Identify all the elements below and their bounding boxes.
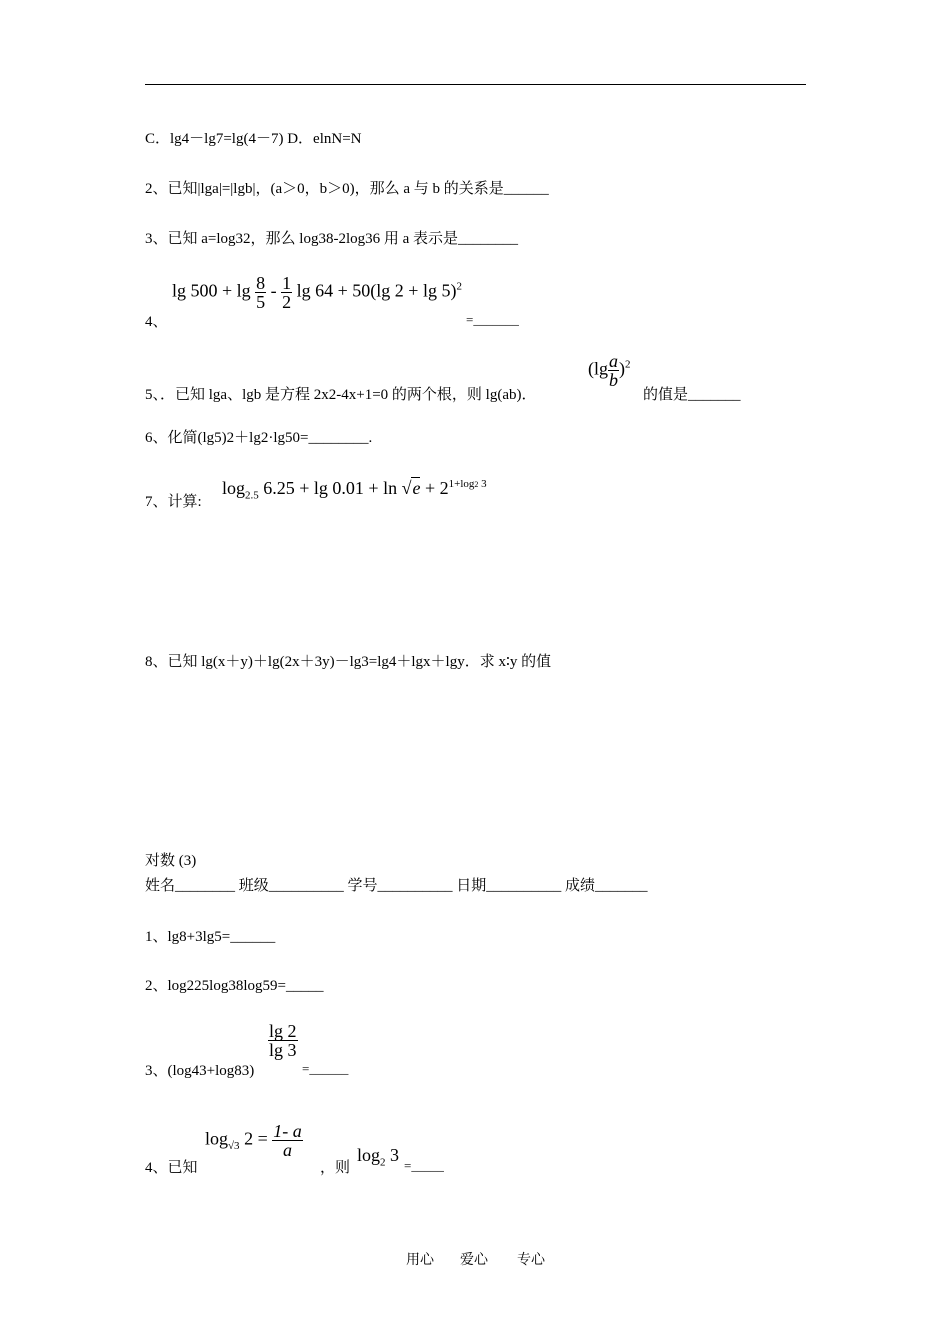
- student-info-row: 姓名________ 班级__________ 学号__________ 日期__________ 成绩_______: [145, 878, 648, 894]
- exercise-2: 2、log225log38log59=_____: [145, 978, 324, 994]
- exercise-3-answer-blank: =______: [302, 1061, 349, 1076]
- question-2: 2、已知|lga|=|lgb|，(a＞0，b＞0)，那么 a 与 b 的关系是______: [145, 181, 549, 197]
- fraction: [608, 352, 619, 389]
- question-4-formula: [172, 274, 462, 311]
- exercise-4-target: [357, 1145, 399, 1169]
- exercise-4-label: 4、已知: [145, 1160, 198, 1176]
- formula-text: log: [205, 1128, 229, 1149]
- fraction: [272, 1122, 303, 1159]
- exponent: [449, 478, 487, 490]
- exponent-arg: 3: [478, 478, 487, 490]
- denominator: lg 3: [269, 1040, 297, 1060]
- option-cd-line: C．lg4－lg7=lg(4－7) D．elnN=N: [145, 131, 362, 147]
- question-4-label: 4、: [145, 314, 168, 330]
- question-4-answer-blank: =_______: [466, 312, 519, 327]
- question-5: 5、．已知 lga、lgb 是方程 2x2-4x+1=0 的两个根，则 lg(ab)．: [145, 387, 537, 403]
- numerator: 8: [256, 273, 266, 293]
- exercise-1: 1、lg8+3lg5=______: [145, 929, 276, 945]
- exponent: 2: [625, 358, 631, 371]
- square-root: √e: [401, 478, 421, 498]
- footer-text-3: 专心: [517, 1252, 545, 1268]
- fraction: [255, 274, 266, 311]
- formula-text: 3: [385, 1145, 400, 1165]
- formula-text: ): [619, 358, 625, 379]
- question-5-formula: [588, 352, 631, 389]
- question-7-formula: [222, 478, 487, 502]
- question-6: 6、化简(lg5)2＋lg2·lg50=________.: [145, 430, 373, 446]
- question-3: 3、已知 a=log32，那么 log38-2log36 用 a 表示是________: [145, 231, 519, 247]
- question-7-label: 7、计算:: [145, 494, 202, 510]
- formula-text: lg 500 + lg: [172, 280, 251, 301]
- numerator: 1- a: [273, 1121, 302, 1141]
- denominator: 2: [282, 292, 292, 312]
- exponent-log-base: 2: [474, 480, 479, 489]
- question-8: 8、已知 lg(x＋y)＋lg(2x＋3y)－lg3=lg4＋lgx＋lgy．求 x∶y 的值: [145, 654, 552, 670]
- formula-text: log: [357, 1145, 381, 1165]
- fraction: [281, 274, 292, 311]
- exercise-3-label: 3、(log43+log83): [145, 1063, 255, 1079]
- formula-text: lg 64 + 50(lg 2 + lg 5): [296, 280, 457, 301]
- header-rule: [145, 84, 806, 85]
- formula-text: (lg: [588, 358, 608, 379]
- exercise-3-exponent-fraction: [268, 1022, 298, 1059]
- denominator: a: [272, 1140, 303, 1159]
- footer-text-1: 用心: [406, 1252, 434, 1268]
- minus-sign: -: [270, 280, 277, 301]
- exercise-4-answer-blank: =_____: [404, 1158, 444, 1173]
- denominator: b: [609, 370, 618, 390]
- numerator: lg 2: [269, 1021, 297, 1041]
- log-base: √3: [228, 1140, 240, 1153]
- question-5-answer-blank: 的值是_______: [643, 387, 741, 403]
- exponent: 2: [456, 280, 462, 293]
- formula-text: 2 =: [239, 1128, 268, 1149]
- log-base: 2: [380, 1156, 386, 1169]
- denominator: 5: [256, 292, 266, 312]
- exercise-4-formula: [205, 1122, 303, 1159]
- section-title: 对数 (3): [145, 853, 197, 869]
- formula-text: 6.25 + lg 0.01 + ln: [258, 478, 398, 498]
- footer-text-2: 爱心: [460, 1252, 488, 1268]
- fraction: [268, 1022, 298, 1059]
- formula-text: log: [222, 478, 246, 498]
- exercise-4-connector: ，则: [320, 1160, 351, 1176]
- radicand: e: [412, 478, 421, 498]
- log-base: 2.5: [245, 489, 259, 502]
- formula-text: + 2: [420, 478, 449, 498]
- numerator: 1: [282, 273, 292, 293]
- numerator: a: [609, 351, 618, 371]
- exponent-text: 1+log: [448, 478, 475, 490]
